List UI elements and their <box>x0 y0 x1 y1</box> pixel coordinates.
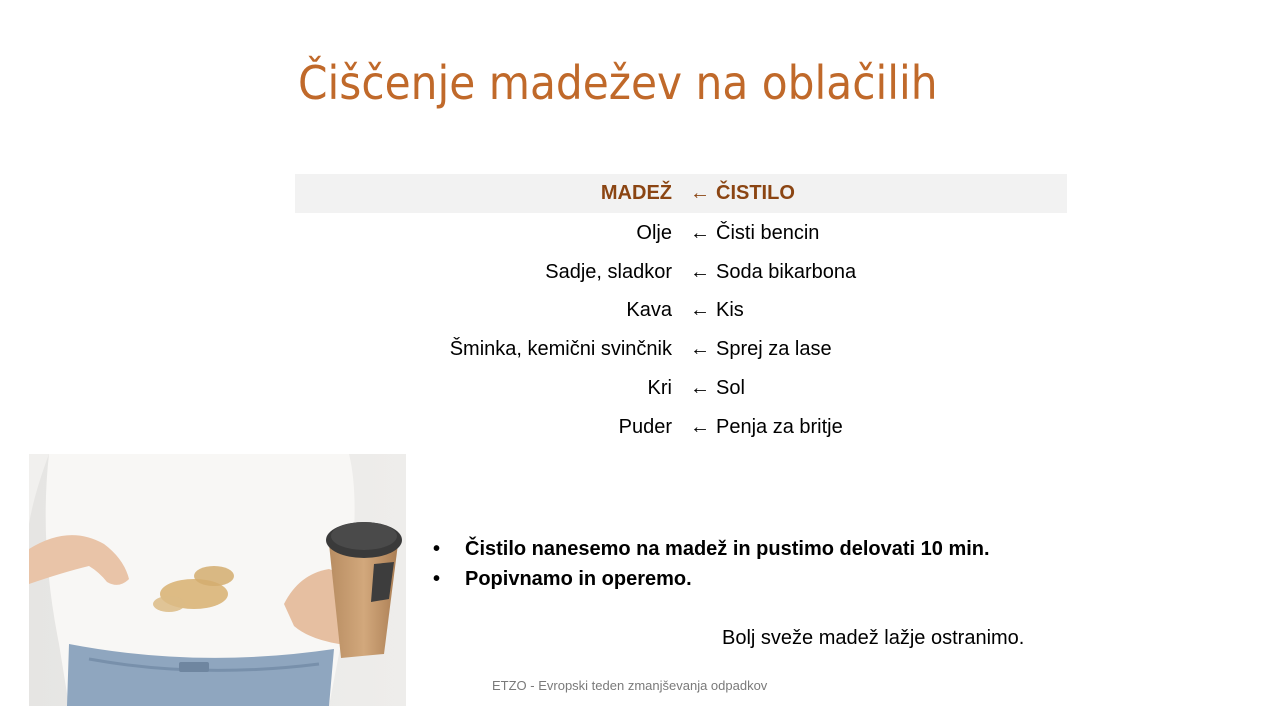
stain-cell: Puder <box>618 416 672 438</box>
arrow-left-icon: ← <box>690 416 710 438</box>
arrow-left-icon: ← <box>690 299 710 321</box>
cleaner-cell <box>690 299 744 322</box>
cleaner-label: Soda bikarbona <box>716 261 857 283</box>
table-header-bar <box>295 174 1067 213</box>
stain-cell: Šminka, kemični svinčnik <box>449 338 672 360</box>
photo-illustration <box>29 454 406 706</box>
cleaner-cell <box>690 416 843 439</box>
cleaner-cell <box>690 222 819 245</box>
bullet-icon: • <box>433 568 441 590</box>
list-item <box>430 538 990 568</box>
header-cleaner-label: ČISTILO <box>716 182 795 204</box>
list-item-text: Popivnamo in operemo. <box>465 568 692 590</box>
cleaner-cell <box>690 338 832 361</box>
cleaner-label: Penja za britje <box>716 416 843 438</box>
stain-cell: Kri <box>647 377 672 399</box>
slide-title: Čiščenje madežev na oblačilih <box>298 56 938 110</box>
list-item-text: Čistilo nanesemo na madež in pustimo delovati 10 min. <box>465 538 990 560</box>
tip-note: Bolj sveže madež lažje ostranimo. <box>722 627 1025 649</box>
cleaner-cell <box>690 377 745 400</box>
bullet-icon: • <box>433 538 441 560</box>
header-cleaner <box>690 182 795 205</box>
header-stain: MADEŽ <box>600 182 672 204</box>
list-item <box>430 568 990 598</box>
cleaner-label: Čisti bencin <box>716 222 820 244</box>
instruction-list <box>430 538 990 598</box>
arrow-left-icon: ← <box>690 338 710 360</box>
stain-cell: Olje <box>636 222 672 244</box>
cleaner-label: Kis <box>716 299 744 321</box>
stain-cell: Kava <box>626 299 672 321</box>
cleaner-label: Sol <box>716 377 745 399</box>
arrow-left-icon: ← <box>690 222 710 244</box>
cleaner-cell <box>690 261 856 284</box>
stain-cell: Sadje, sladkor <box>545 261 672 283</box>
arrow-left-icon: ← <box>690 182 710 204</box>
cleaner-label: Sprej za lase <box>716 338 832 360</box>
stained-shirt-photo <box>29 454 406 706</box>
arrow-left-icon: ← <box>690 377 710 399</box>
footer-text: ETZO - Evropski teden zmanjševanja odpadkov <box>492 678 768 693</box>
arrow-left-icon: ← <box>690 261 710 283</box>
